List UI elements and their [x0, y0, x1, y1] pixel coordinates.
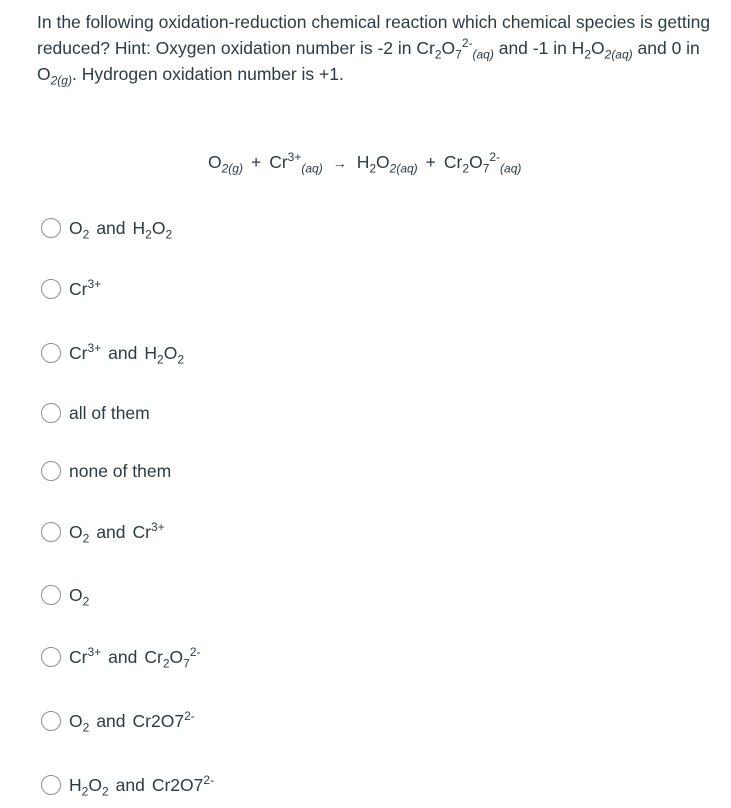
reaction-equation: $O_{2(g)} + Cr^{3+}_{(aq)} \to H_2O_{2(aq)} + Cr_2O_7^{2-}_{(aq)}$: [208, 150, 522, 176]
answer-option-2[interactable]: [41, 277, 101, 301]
option-label: none of them: [69, 460, 172, 481]
radio-button[interactable]: [41, 218, 61, 238]
radio-button[interactable]: [41, 585, 61, 605]
answer-option-9[interactable]: [41, 709, 195, 733]
answer-option-5[interactable]: [41, 459, 171, 483]
question-text: In the following oxidation-reduction chemical reaction which chemical species is getting reduced? Hint: Oxygen oxidation number is -2 in $Cr_2O_7^{2-}_{(aq)}$ and -1 in $H_2O_{2(aq)}$ and 0 in $O_{2(g)}$. Hydrogen oxidation number is +1.: [37, 12, 711, 88]
reaction-arrow-icon: →: [332, 155, 347, 171]
option-label: $O_2$: [69, 584, 90, 608]
answer-option-8[interactable]: [41, 645, 201, 669]
answer-option-1[interactable]: [41, 216, 172, 240]
radio-button[interactable]: [41, 343, 61, 363]
answer-option-4[interactable]: [41, 401, 150, 425]
radio-button[interactable]: [41, 279, 61, 299]
option-label: $H_2O_2$ and $Cr2O7^{2-}$: [69, 772, 215, 798]
option-label: $Cr^{3+}$ and $H_2O_2$: [69, 340, 184, 366]
answer-option-3[interactable]: [41, 341, 184, 365]
option-label: $Cr^{3+}$: [69, 276, 102, 299]
radio-button[interactable]: [41, 461, 61, 481]
radio-button[interactable]: [41, 775, 61, 795]
radio-button[interactable]: [41, 711, 61, 731]
option-label: $O_2$ and $Cr^{3+}$: [69, 519, 165, 545]
radio-button[interactable]: [41, 647, 61, 667]
radio-button[interactable]: [41, 403, 61, 423]
option-label: $O_2$ and $H_2O_2$: [69, 217, 173, 241]
answer-option-7[interactable]: [41, 583, 89, 607]
option-label: $Cr^{3+}$ and $Cr_2O_7^{2-}$: [69, 644, 201, 670]
option-label: all of them: [69, 402, 150, 423]
answer-option-10[interactable]: [41, 773, 214, 797]
radio-button[interactable]: [41, 522, 61, 542]
option-label: $O_2$ and $Cr2O7^{2-}$: [69, 708, 195, 734]
answer-option-6[interactable]: [41, 520, 165, 544]
